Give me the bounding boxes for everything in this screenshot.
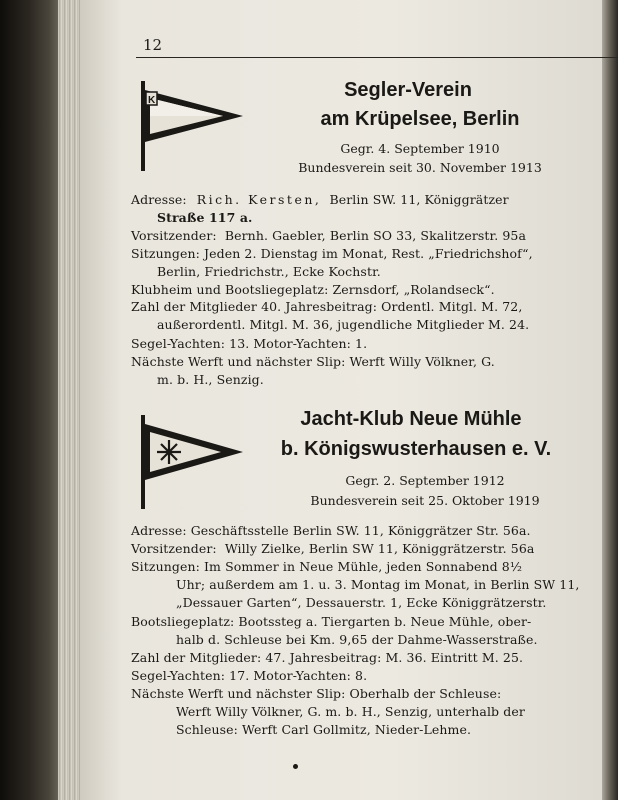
club1-meetings-line1: Sitzungen: Jeden 2. Dienstag im Monat, Rest. „Friedrichshof“, (131, 246, 533, 261)
club2-yard-line1: Nächste Werft und nächster Slip: Oberhalb der Schleuse: (131, 686, 502, 701)
club1-address-name: Rich. Kersten, (196, 192, 322, 207)
club2-pennant-icon (135, 412, 247, 512)
club1-yard-line2: m. b. H., Senzig. (157, 372, 264, 387)
club1-clubhouse: Klubheim und Bootsliegeplatz: Zernsdorf, „Rolandseck“. (131, 282, 495, 297)
club1-chair-value: Bernh. Gaebler, Berlin SO 33, Skalitzerstr. 95a (224, 228, 527, 243)
club1-members-line2: außerordentl. Mitgl. M. 36, jugendliche Mitglieder M. 24. (157, 317, 530, 332)
club2-founded: Gegr. 2. September 1912 (345, 473, 505, 488)
club2-members: Zahl der Mitglieder: 47. Jahresbeitrag: M. 36. Eintritt M. 25. (131, 650, 524, 665)
club1-members-line1: Zahl der Mitglieder 40. Jahresbeitrag: Ordentl. Mitgl. M. 72, (131, 299, 523, 314)
club2-yard-line3: Schleuse: Werft Carl Gollmitz, Nieder-Lehme. (176, 722, 472, 737)
club2-chair-value: Willy Zielke, Berlin SW 11, Königgrätzerstr. 56a (224, 541, 535, 556)
club1-founded: Gegr. 4. September 1910 (340, 141, 500, 156)
club1-chair-label: Vorsitzender: (131, 228, 217, 243)
club2-mooring-line2: halb d. Schleuse bei Km. 9,65 der Dahme-Wasserstraße. (176, 632, 538, 647)
club2-yard-line2: Werft Willy Völkner, G. m. b. H., Senzig, unterhalb der (176, 704, 525, 719)
club2-meetings-line1: Sitzungen: Im Sommer in Neue Mühle, jeden Sonnabend 8½ (131, 559, 523, 574)
club2-yachts: Segel-Yachten: 17. Motor-Yachten: 8. (131, 668, 368, 683)
club1-yard-line1: Nächste Werft und nächster Slip: Werft Willy Völkner, G. (131, 354, 495, 369)
club2-chair (131, 541, 534, 556)
club1-name-line1: Segler-Verein (344, 79, 472, 101)
club2-meetings-line3: „Dessauer Garten“, Dessauerstr. 1, Ecke Königgrätzerstr. (176, 595, 547, 610)
club1-pennant-icon (135, 78, 247, 174)
club1-address-line2: Straße 117 a. (157, 210, 253, 225)
right-page-edge (600, 0, 618, 800)
club1-chair (131, 228, 526, 243)
club1-address-label: Adresse: (131, 192, 187, 207)
club1-address (131, 192, 509, 207)
club2-address: Adresse: Geschäftsstelle Berlin SW. 11, Königgrätzer Str. 56a. (131, 523, 531, 538)
club2-name-line2: b. Königswusterhausen e. V. (280, 438, 552, 460)
page-dot-mark (293, 764, 298, 769)
club2-name-line1: Jacht-Klub Neue Mühle (300, 408, 522, 430)
page-number: 12 (143, 36, 163, 54)
club1-meetings-line2: Berlin, Friedrichstr., Ecke Kochstr. (157, 264, 381, 279)
club2-meetings-line2: Uhr; außerdem am 1. u. 3. Montag im Monat, in Berlin SW 11, (176, 577, 580, 592)
book-page (80, 0, 602, 800)
club2-federation: Bundesverein seit 25. Oktober 1919 (310, 493, 540, 508)
club2-chair-label: Vorsitzender: (131, 541, 217, 556)
club1-address-rest: Berlin SW. 11, Königgrätzer (329, 192, 509, 207)
club1-name-line2: am Krüpelsee, Berlin (320, 108, 520, 130)
club2-mooring-line1: Bootsliegeplatz: Bootssteg a. Tiergarten b. Neue Mühle, ober- (131, 614, 532, 629)
club1-flag-letter: K (148, 95, 156, 106)
club1-yachts: Segel-Yachten: 13. Motor-Yachten: 1. (131, 336, 368, 351)
header-rule (136, 57, 618, 58)
club1-federation: Bundesverein seit 30. November 1913 (298, 160, 542, 175)
